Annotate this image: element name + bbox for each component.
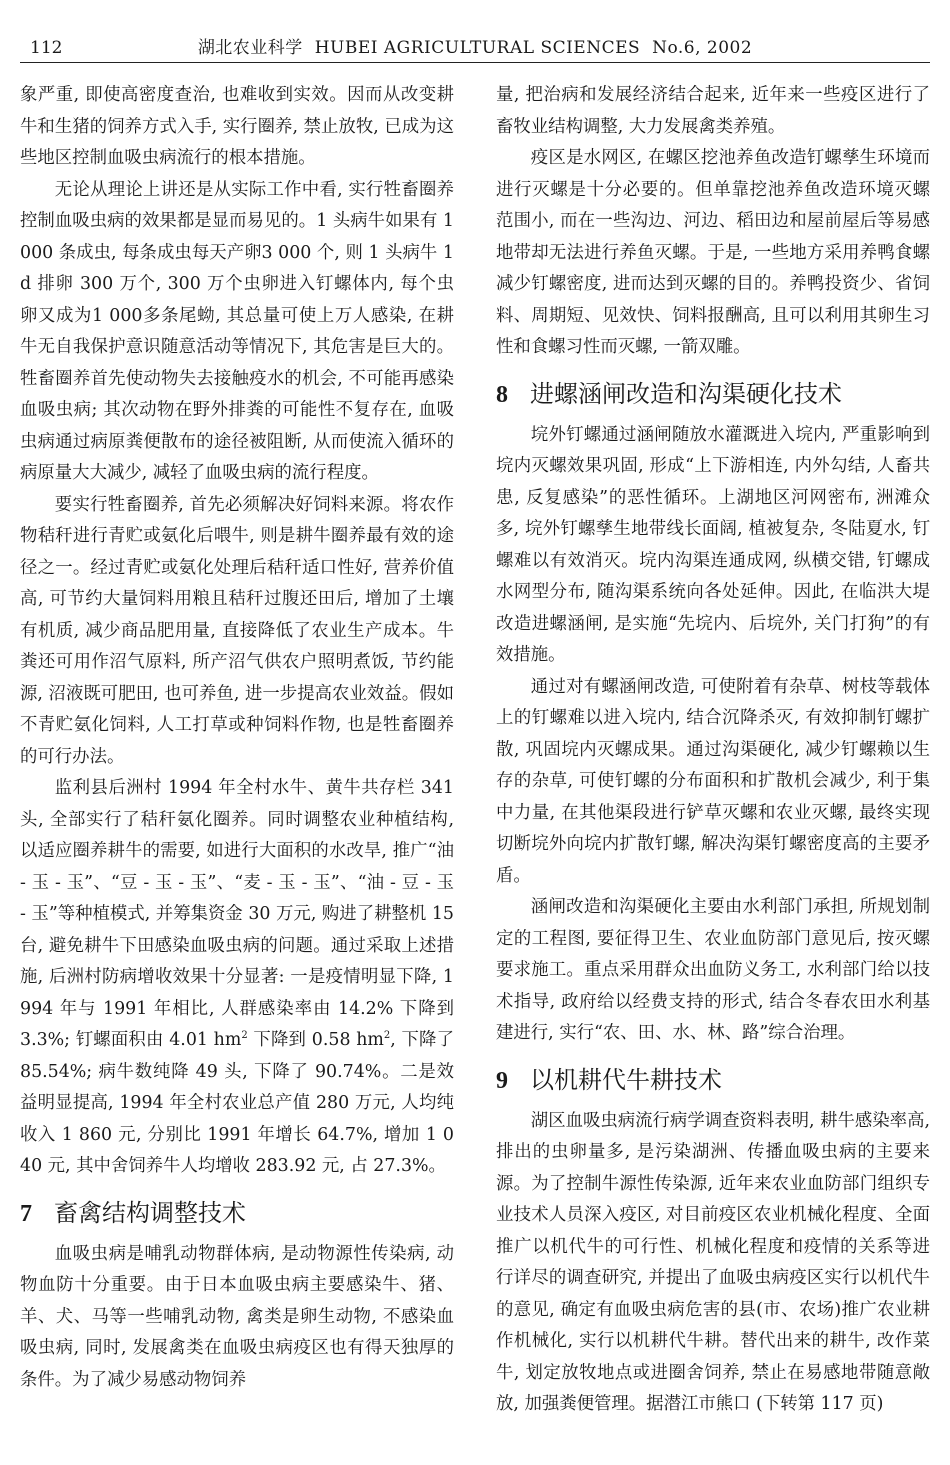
paragraph: 涵闸改造和沟渠硬化主要由水利部门承担, 所规划制定的工程图, 要征得卫生、农业血防部门意见后, 按灭螺要求施工。重点采用群众出血防义务工, 水利部门给以技术指导, 政府给以经费支持的形式, 结合冬春农田水利基建进行, 实行“农、田、水、林、路”综合治理。 <box>496 897 930 1043</box>
running-header <box>20 34 930 63</box>
issue-number: No.6, 2002 <box>652 38 753 58</box>
paragraph: 血吸虫病是哺乳动物群体病, 是动物源性传染病, 动物血防十分重要。由于日本血吸虫病主要感染牛、猪、羊、犬、马等一些哺乳动物, 禽类是卵生动物, 不感染血吸虫病, 同时, 发展禽类在血吸虫病疫区也有得天独厚的条件。为了减少易感动物饲养 <box>20 1243 454 1390</box>
paragraph: 疫区是水网区, 在螺区挖池养鱼改造钉螺孳生环境而进行灭螺是十分必要的。但单靠挖池养鱼改造环境灭螺范围小, 而在一些沟边、河边、稻田边和屋前屋后等易感地带却无法进行养鱼灭螺。于是, 一些地方采用养鸭食螺减少钉螺密度, 进而达到灭螺的目的。养鸭投资少、省饲料、周期短、见效快、饲料报酬高, 且可以利用其卵生习性和食螺习性而灭螺, 一箭双雕。 <box>496 148 930 357</box>
section-title: 以机耕代牛耕技术 <box>530 1065 722 1094</box>
paragraph: 湖区血吸虫病流行病学调查资料表明, 耕牛感染率高, 排出的虫卵量多, 是污染湖洲、传播血吸虫病的主要来源。为了控制牛源性传染源, 近年来农业血防部门组织专业技术人员深入疫区, 对目前疫区农业机械化程度、全面推广以机代牛的可行性、机械化程度和疫情的关系等进行详尽的调查研究, 并提出了血吸虫病疫区实行以机代牛的意见, 确定有血吸虫病危害的县(市、农场)推广农业耕作机械化, 实行以机耕代牛耕。替代出来的耕牛, 改作菜牛, 划定放牧地点或进圈舍饲养, 禁止在易感地带随意敞放, 加强粪便管理。据潜江市熊口 (下转第 117 页) <box>496 1110 930 1414</box>
right-column <box>496 80 930 1421</box>
paragraph: 量, 把治病和发展经济结合起来, 近年来一些疫区进行了畜牧业结构调整, 大力发展禽类养殖。 <box>496 85 930 137</box>
journal-title-en: HUBEI AGRICULTURAL SCIENCES <box>314 38 641 58</box>
superscript: 2 <box>241 1030 248 1042</box>
text-run: , 下降了 85.54%; 病牛数纯降 49 头, 下降了 90.74%。二是效益明显提高, 1994 年全村农业总产值 280 万元, 人均纯收入 1 860 元, 分别比 1991 年增长 64.7%, 增加 1 040 元, 其中舍饲养牛人均增收 283.92 元, 占 27.3%。 <box>20 1030 455 1176</box>
section-number: 9 <box>496 1067 508 1094</box>
section-heading-9 <box>496 1063 930 1098</box>
paragraph: 象严重, 即使高密度查治, 也难收到实效。因而从改变耕牛和生猪的饲养方式入手, 实行圈养, 禁止放牧, 已成为这些地区控制血吸虫病流行的根本措施。 <box>20 85 454 168</box>
left-column <box>20 80 454 1396</box>
section-heading-8 <box>496 377 930 412</box>
section-number: 8 <box>496 381 508 408</box>
section-title: 畜禽结构调整技术 <box>54 1198 246 1227</box>
journal-title-cn: 湖北农业科学 <box>197 38 303 58</box>
journal-title <box>20 34 930 62</box>
superscript: 2 <box>383 1030 391 1042</box>
text-run: 下降到 0.58 hm <box>247 1030 384 1050</box>
paragraph <box>20 773 454 1183</box>
paragraph: 通过对有螺涵闸改造, 可使附着有杂草、树枝等载体上的钉螺难以进入垸内, 结合沉降杀灭, 有效抑制钉螺扩散, 巩固垸内灭螺成果。通过沟渠硬化, 减少钉螺赖以生存的杂草, 可使钉螺的分布面积和扩散机会减少, 利于集中力量, 在其他渠段进行铲草灭螺和农业灭螺, 最终实现切断垸外向垸内扩散钉螺, 解决沟渠钉螺密度高的主要矛盾。 <box>496 676 930 886</box>
paragraph: 无论从理论上讲还是从实际工作中看, 实行牲畜圈养控制血吸虫病的效果都是显而易见的。1 头病牛如果有 1 000 条成虫, 每条成虫每天产卵3 000 个, 则 1 头病牛 1 d 排卵 300 万个, 300 万个虫卵进入钉螺体内, 每个虫卵又成为1 000多条尾蚴, 其总量可使上万人感染, 在耕牛无自我保护意识随意活动等情况下, 其危害是巨大的。牲畜圈养首先使动物失去接触疫水的机会, 不可能再感染血吸虫病; 其次动物在野外排粪的可能性不复存在, 血吸虫病通过病原粪便散布的途径被阻断, 从而使流入循环的病原量大大减少, 减轻了血吸虫病的流行程度。 <box>20 179 454 483</box>
text-run: 监利县后洲村 1994 年全村水牛、黄牛共存栏 341 头, 全部实行了秸秆氨化圈养。同时调整农业种植结构, 以适应圈养耕牛的需要, 如进行大面积的水改旱, 推广“油 - 玉 - 玉”、“豆 - 玉 - 玉”、“麦 - 玉 - 玉”、“油 - 豆 - 玉 - 玉”等种植模式, 并筹集资金 30 万元, 购进了耕整机 15 台, 避免耕牛下田感染血吸虫病的问题。通过采取上述措施, 后洲村防病增收效果十分显著: 一是疫情明显下降, 1994 年与 1991 年相比, 人群感染率由 14.2% 下降到 3.3%; 钉螺面积由 4.01 hm <box>20 778 454 1050</box>
paragraph: 要实行牲畜圈养, 首先必须解决好饲料来源。将农作物秸秆进行青贮或氨化后喂牛, 则是耕牛圈养最有效的途径之一。经过青贮或氨化处理后秸秆适口性好, 营养价值高, 可节约大量饲料用粮且秸秆过腹还田后, 增加了土壤有机质, 减少商品肥用量, 直接降低了农业生产成本。牛粪还可用作沼气原料, 所产沼气供农户照明煮饭, 节约能源, 沼液既可肥田, 也可养鱼, 进一步提高农业效益。假如不青贮氨化饲料, 人工打草或种饲料作物, 也是牲畜圈养的可行办法。 <box>20 494 454 767</box>
page-number: 112 <box>30 38 63 58</box>
section-heading-7 <box>20 1196 454 1231</box>
section-title: 进螺涵闸改造和沟渠硬化技术 <box>530 379 842 408</box>
section-number: 7 <box>20 1200 32 1227</box>
paragraph: 垸外钉螺通过涵闸随放水灌溉进入垸内, 严重影响到垸内灭螺效果巩固, 形成“上下游相连, 内外勾结, 人畜共患, 反复感染”的恶性循环。上湖地区河网密布, 洲滩众多, 垸外钉螺孳生地带线长面阔, 植被复杂, 冬陆夏水, 钉螺难以有效消灭。垸内沟渠连通成网, 纵横交错, 钉螺成水网型分布, 随沟渠系统向各处延伸。因此, 在临洪大堤改造进螺涵闸, 是实施“先垸内、后垸外, 关门打狗”的有效措施。 <box>496 424 930 665</box>
